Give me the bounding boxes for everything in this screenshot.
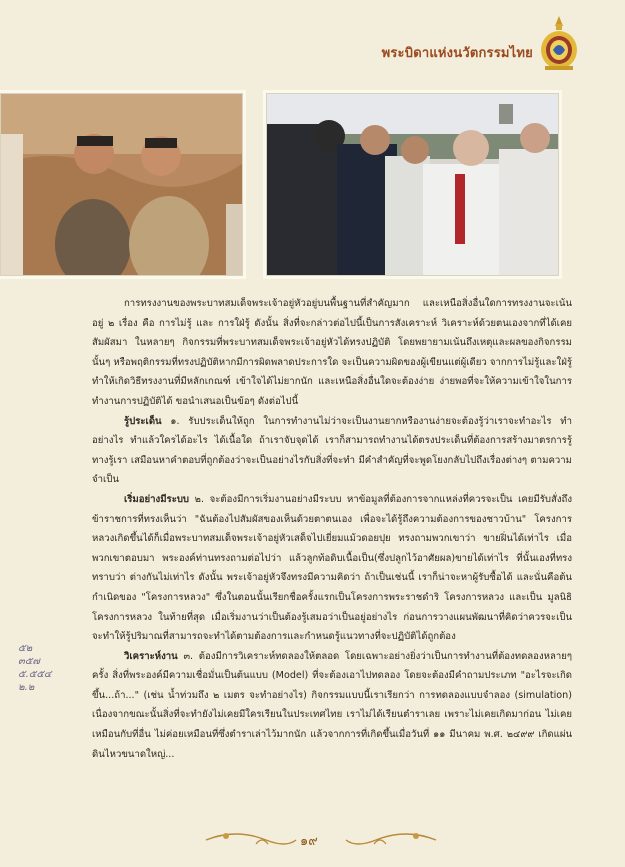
handwritten-margin-note	[18, 642, 54, 694]
page-header-title: พระบิดาแห่งนวัตกรรมไทย	[381, 46, 533, 61]
photo-right	[266, 93, 559, 276]
paragraph-3	[92, 490, 572, 647]
page-number: ๑๙	[300, 834, 318, 849]
paragraph-text: ๓. ต้องมีการวิเคราะห์ทดลองให้ตลอด โดยเฉพาะอย่างยิ่งว่าเป็นการทำงานที่ต้องทดลองหลายๆ ครั้ง สิ่งที่พระองค์มีความเชื่อมั่นเป็นต้นแบบ (Model) ที่จะต้องเอาไปทดลอง โดยจะต้องมีคำถามประเภท "อะไรจะเกิดขึ้น...ถ้า..." (เช่น น้ำท่วมถึง ๒ เมตร จะทำอย่างไร) กิจกรรมแบบนี้เราเรียกว่า การทดลองแบบจำลอง (simulation) เนื่องจากขณะนั้นสิ่งที่จะทำยังไม่เคยมีใครเรียนในประเทศไทย เราไม่ได้เรียนตำราเลย เพราะไม่เคยเกิดมาก่อน ไม่เคยเหมือนกับที่อื่น ไม่ค่อยเหมือนที่ซึ่งตำราเล่าไว้มากนัก แล้วจากการที่เกิดขึ้นเมื่อวันที่ ๑๑ มีนาคม พ.ศ. ๒๔๙๙ เกิดแผ่นดินไหวขนาดใหญ่...	[92, 650, 572, 760]
margin-note-line: ๕.๕๕๔	[18, 669, 52, 680]
paragraph-text: ๑. รับประเด็นให้ถูก ในการทำงานไม่ว่าจะเป็นงานยากหรืองานง่ายจะต้องรู้ว่าเราจะทำอะไร ทำอย่างไร ทำแล้วใครได้อะไร ได้เนื้อใด ถ้าเราจับจุดได้ เราก็สามารถทำงานได้ตรงประเด็นที่ต้องการสร้างมาตรการรู้ทางรู้เรา เสมือนหาคำตอบที่ถูกต้องว่าจะเป็นอย่างไรกับสิ่งที่จะทำ มีคำสำคัญที่จะพูดโยงกลับไปถึงเรื่องต่างๆ ตามความจำเป็น	[92, 415, 572, 486]
margin-note-line: ๕๒	[18, 643, 33, 654]
floral-ornament-icon	[196, 826, 446, 854]
royal-emblem-icon	[537, 14, 581, 72]
paragraph-text: ๒. จะต้องมีการเริ่มงานอย่างมีระบบ หาข้อมูลที่ต้องการจากแหล่งที่ควรจะเป็น เคยมีรับสั่งถึงข้าราชการที่ทรงเห็นว่า "ฉันต้องไปสัมผัสของเห็นด้วยตาตนเอง เพื่อจะได้รู้ถึงความต้องการของชาวบ้าน" โครงการหลวงเกิดขึ้นได้ก็เมื่อพระบาทสมเด็จพระเจ้าอยู่หัวเสด็จไปเยี่ยมแม้วดอยปุย ทรงถามพวกเขาว่า ขายฝิ่นได้เท่าไร เมื่อพวกเขาตอบมา พระองค์ท่านทรงถามต่อไปว่า แล้วลูกท้อดิบเนื้อเป็น(ซึ่งปลูกไว้อาศัยผล)ขายได้เท่าไร ที่นั้นเองที่ทรงทราบว่า ต่างกันไม่เท่าไร ดังนั้น พระเจ้าอยู่หัวจึงทรงมีความคิดว่า ถ้าเป็นเช่นนี้ เราก็น่าจะหาผู้รับซื้อได้ และนั่นคือต้นกำเนิดของ "โครงการหลวง" ซึ่งในตอนนั้นเรียกชื่อครั้งแรกเป็นโครงการพระราชดำริ โครงการหลวง และเป็น มูลนิธิโครงการหลวง ในท้ายที่สุด เมื่อเริ่มงานว่าเป็นต้องรู้เสมอว่าเป็นอยู่อย่างไร ก่อนการวางแผนพัฒนาที่คิดว่าควรจะเป็น จะทำให้รู้ปริมาณที่สามารถจะทำได้ตามต้องการและกำหนดรู้แนวทางที่จะปฏิบัติได้ถูกต้อง	[92, 493, 572, 643]
body-text	[92, 294, 572, 764]
paragraph-lead: รู้ประเด็น	[124, 415, 162, 427]
margin-note-line: ๓๕๗	[18, 656, 40, 667]
photograph-icon	[267, 94, 558, 275]
paragraph-4	[92, 647, 572, 765]
paragraph-2	[92, 412, 572, 490]
photograph-icon	[1, 94, 242, 275]
photo-left	[0, 93, 243, 276]
paragraph-text: การทรงงานของพระบาทสมเด็จพระเจ้าอยู่หัวอยู่บนพื้นฐานที่สำคัญมาก และเหนือสิ่งอื่นใดการทรงงานจะเน้นอยู่ ๒ เรื่อง คือ การไม่รู้ และ การใฝ่รู้ ดังนั้น สิ่งที่จะกล่าวต่อไปนี้เป็นการสังเคราะห์ วิเคราะห์ด้วยตนเองจากที่ได้เคยสัมผัสมา ในหลายๆ กิจกรรมที่พระบาทสมเด็จพระเจ้าอยู่หัวได้ทรงปฏิบัติ โดยพยายามเน้นถึงเหตุและผลของกิจกรรมนั้นๆ หรือพฤติกรรมที่ทรงปฏิบัติหากมีการผิดพลาดประการใด จะเป็นความผิดของผู้เขียนแต่ผู้เดียว จากการไม่รู้และใฝ่รู้ทำให้เกิดวิธีทรงงานที่มีหลักเกณฑ์ เข้าใจได้ไม่ยากนัก และเหนือสิ่งอื่นใดจะต้องง่าย ง่ายพอที่จะให้ความเข้าใจในการทำงานการปฏิบัติได้ ขอนำเสนอเป็นข้อๆ ดังต่อไปนี้	[92, 298, 572, 407]
margin-note-line: ๒.๒	[18, 682, 35, 693]
paragraph-1	[92, 294, 572, 412]
paragraph-lead: เริ่มอย่างมีระบบ	[124, 493, 190, 505]
paragraph-lead: วิเคราะห์งาน	[124, 650, 178, 662]
